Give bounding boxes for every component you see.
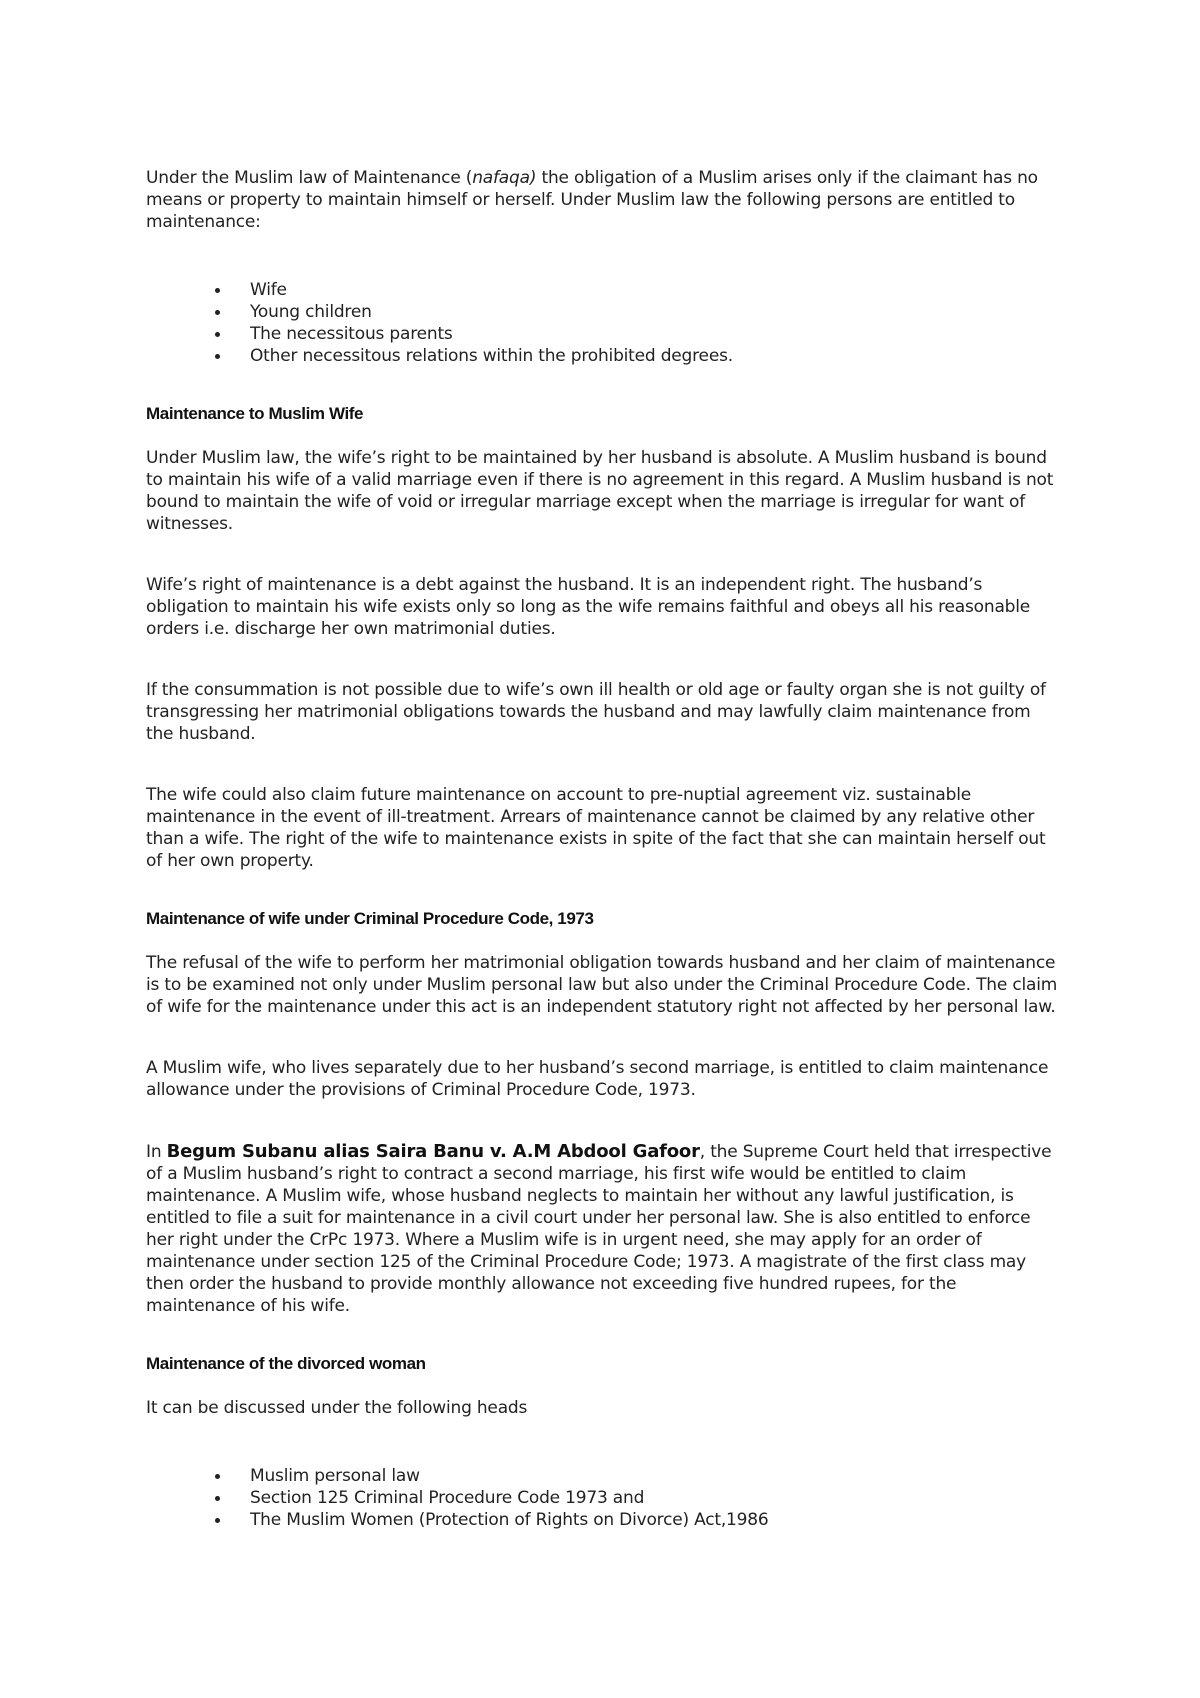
case-paragraph [146, 1141, 1061, 1317]
list-item: Wife [146, 279, 1061, 301]
case-name: Begum Subanu alias Saira Banu v. A.M Abdool Gafoor [166, 1141, 700, 1162]
bullet-icon [215, 1496, 220, 1501]
bullet-icon [215, 332, 220, 337]
heading-maintenance-crpc: Maintenance of wife under Criminal Procedure Code, 1973 [146, 909, 594, 928]
bullet-icon [215, 354, 220, 359]
wife-paragraph-3: If the consummation is not possible due to wife’s own ill health or old age or faulty organ she is not guilty of transgressing her matrimonial obligations towards the husband and may lawfully claim maintenance from the husband. [146, 680, 1046, 744]
bullet-icon [215, 1474, 220, 1479]
entitled-persons-list [146, 279, 1061, 367]
crpc-paragraph-2: A Muslim wife, who lives separately due to her husband’s second marriage, is entitled to claim maintenance allowance under the provisions of Criminal Procedure Code, 1973. [146, 1058, 1049, 1100]
bullet-icon [215, 1518, 220, 1523]
list-item: Section 125 Criminal Procedure Code 1973 and [146, 1487, 1061, 1509]
intro-paragraph [146, 167, 1061, 233]
bullet-icon [215, 288, 220, 293]
crpc-paragraph-1: The refusal of the wife to perform her matrimonial obligation towards husband and her claim of maintenance is to be examined not only under Muslim personal law but also under the Criminal Procedure Code. The claim of wife for the maintenance under this act is an independent statutory right not affected by her personal law. [146, 953, 1058, 1017]
case-prefix: In [146, 1142, 167, 1162]
wife-paragraph-4: The wife could also claim future maintenance on account to pre-nuptial agreement viz. sustainable maintenance in the event of ill-treatment. Arrears of maintenance cannot be claimed by any relative other than a wife. The right of the wife to maintenance exists in spite of the fact that she can maintain herself out of her own property. [146, 785, 1046, 871]
intro-text-start: Under the Muslim law of Maintenance ( [146, 168, 473, 188]
divorced-intro: It can be discussed under the following heads [146, 1398, 528, 1418]
list-item: Other necessitous relations within the prohibited degrees. [146, 345, 1061, 367]
wife-paragraph-1: Under Muslim law, the wife’s right to be maintained by her husband is absolute. A Muslim husband is bound to maintain his wife of a valid marriage even if there is no agreement in this regard. A Muslim husband is not bound to maintain the wife of void or irregular marriage except when the marriage is irregular for want of witnesses. [146, 448, 1054, 534]
list-item: The necessitous parents [146, 323, 1061, 345]
document-page [146, 167, 1061, 1531]
wife-paragraph-2: Wife’s right of maintenance is a debt against the husband. It is an independent right. The husband’s obligation to maintain his wife exists only so long as the wife remains faithful and obeys all his reasonable orders i.e. discharge her own matrimonial duties. [146, 575, 1031, 639]
heading-maintenance-wife: Maintenance to Muslim Wife [146, 404, 364, 423]
list-item: The Muslim Women (Protection of Rights on Divorce) Act,1986 [146, 1509, 1061, 1531]
divorced-heads-list [146, 1465, 1061, 1531]
intro-text-end: the obligation of a Muslim arises only if the claimant has no means or property to maintain himself or herself. Under Muslim law the following persons are entitled to maintenance: [146, 168, 1038, 232]
heading-divorced-woman: Maintenance of the divorced woman [146, 1354, 426, 1373]
list-item: Young children [146, 301, 1061, 323]
list-item: Muslim personal law [146, 1465, 1061, 1487]
intro-italic-term: nafaqa) [472, 168, 537, 188]
bullet-icon [215, 310, 220, 315]
case-text: , the Supreme Court held that irrespective of a Muslim husband’s right to contract a second marriage, his first wife would be entitled to claim maintenance. A Muslim wife, whose husband neglects to maintain her without any lawful justification, is entitled to file a suit for maintenance in a civil court under her personal law. She is also entitled to enforce her right under the CrPc 1973. Where a Muslim wife is in urgent need, she may apply for an order of maintenance under section 125 of the Criminal Procedure Code; 1973. A magistrate of the first class may then order the husband to provide monthly allowance not exceeding five hundred rupees, for the maintenance of his wife. [146, 1142, 1052, 1316]
